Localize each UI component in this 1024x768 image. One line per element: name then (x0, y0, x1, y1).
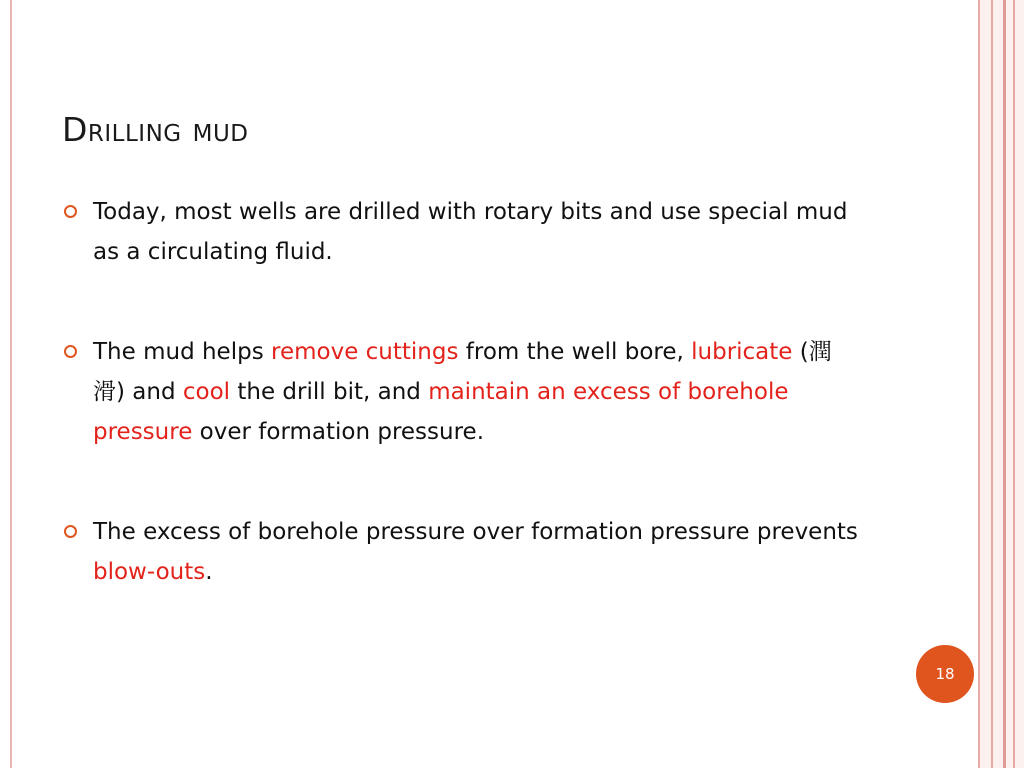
right-border-panel (978, 0, 1024, 768)
circle-bullet-icon (64, 345, 77, 358)
bullet-item (62, 512, 862, 592)
right-border-line (1003, 0, 1006, 768)
slide-title: Drilling mud (62, 110, 249, 149)
right-border-line (978, 0, 980, 768)
bullet-text: The mud helps (93, 339, 271, 365)
bullet-item (62, 332, 862, 452)
page-number-badge (916, 645, 974, 703)
highlighted-term: cool (182, 379, 231, 405)
highlighted-term: lubricate (691, 339, 793, 365)
bullet-text: (潤滑) and (93, 339, 832, 405)
highlighted-term: blow-outs (93, 559, 206, 585)
left-border-line (10, 0, 12, 768)
bullet-text: . (205, 559, 213, 585)
bullet-item (62, 192, 862, 272)
bullet-text: from the well bore, (458, 339, 692, 365)
circle-bullet-icon (64, 525, 77, 538)
bullet-list (62, 192, 862, 592)
bullet-text: the drill bit, and (230, 379, 429, 405)
highlighted-term: maintain an excess of borehole pressure (93, 379, 789, 445)
page-number: 18 (935, 665, 955, 683)
circle-bullet-icon (64, 205, 77, 218)
right-border-line (1013, 0, 1015, 768)
right-border-line (991, 0, 993, 768)
bullet-text: The excess of borehole pressure over formation pressure prevents (93, 519, 858, 545)
bullet-text: Today, most wells are drilled with rotary bits and use special mud as a circulating fluid. (93, 199, 848, 265)
highlighted-term: remove cuttings (271, 339, 459, 365)
bullet-text: over formation pressure. (192, 419, 485, 445)
